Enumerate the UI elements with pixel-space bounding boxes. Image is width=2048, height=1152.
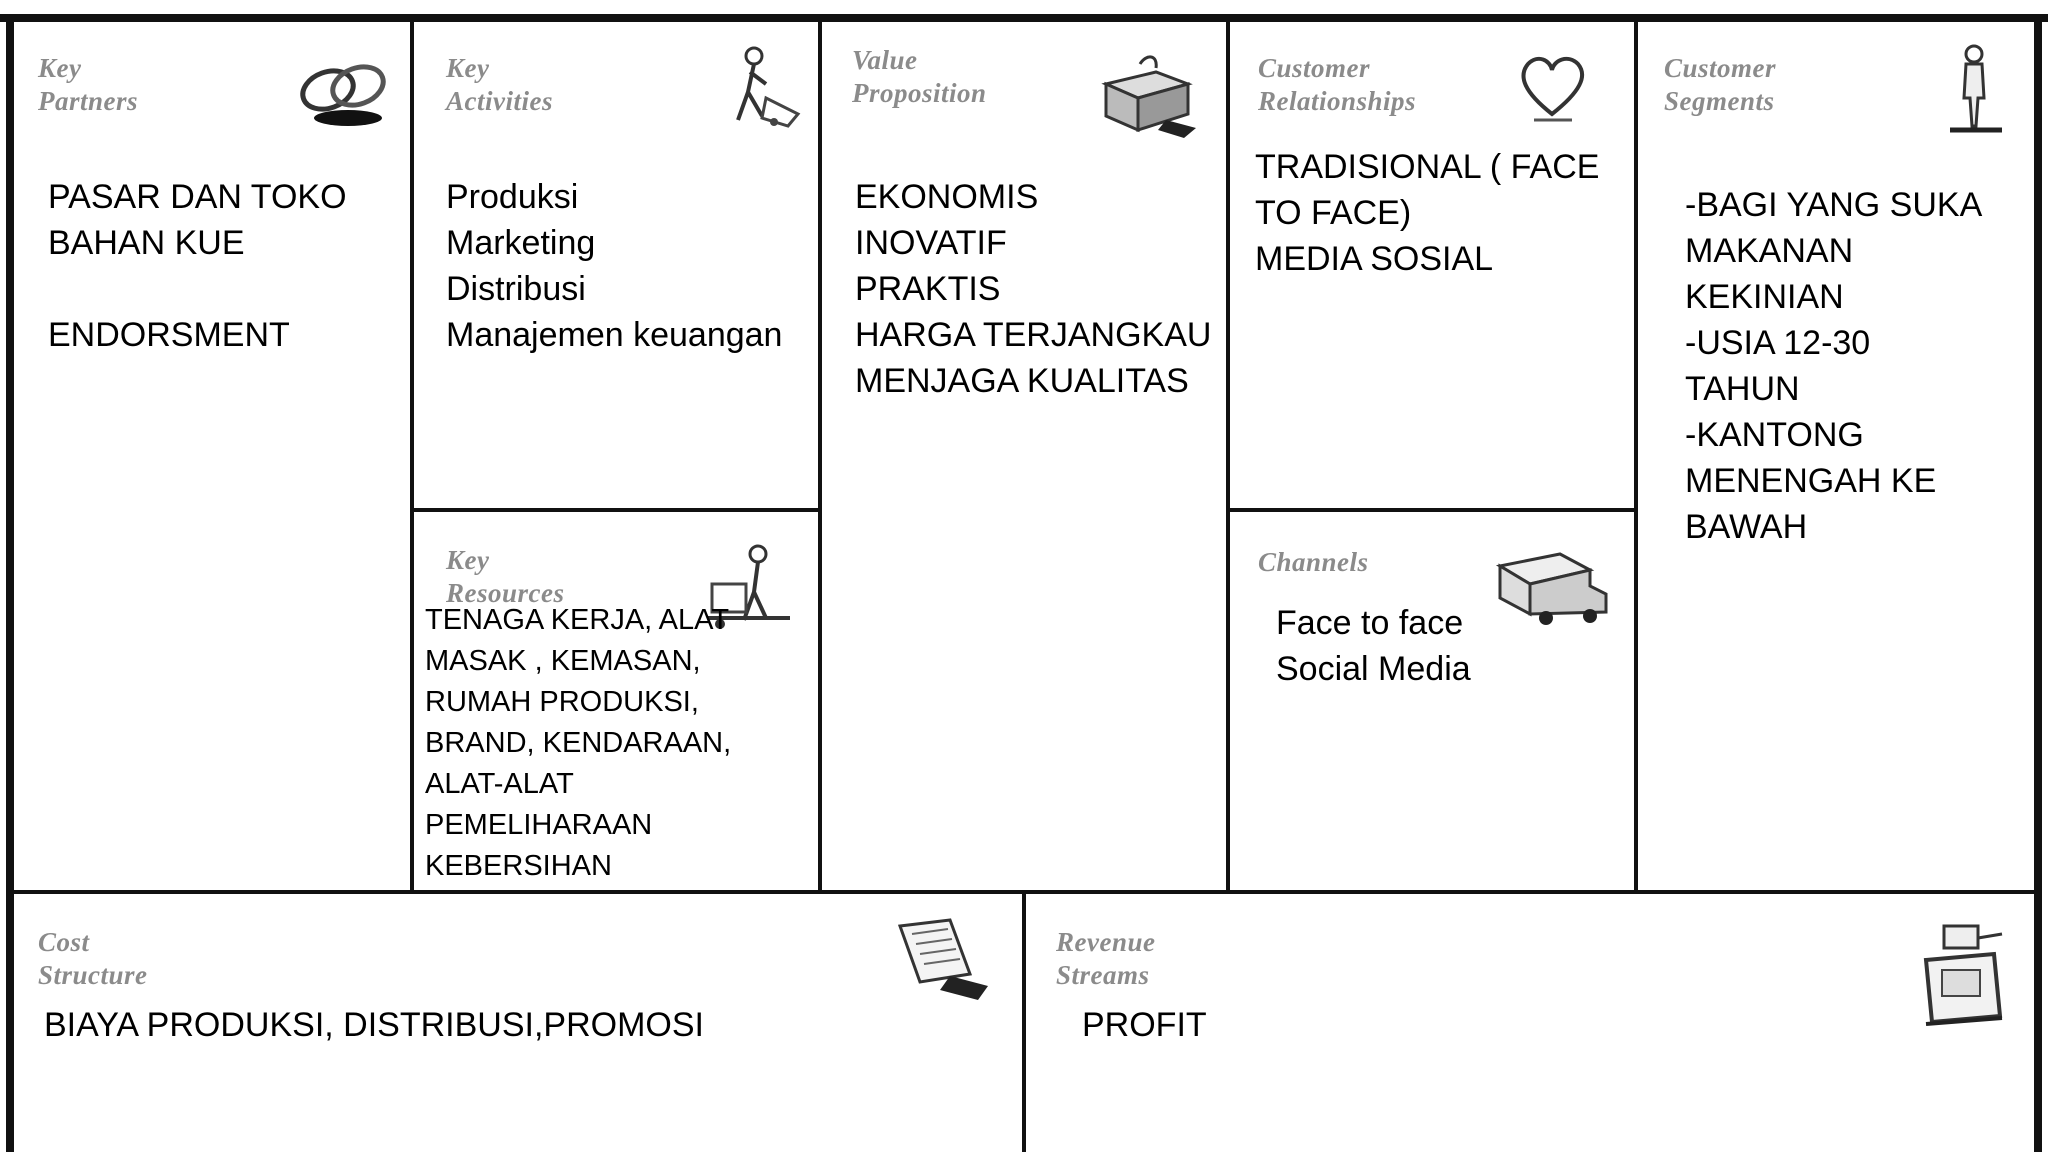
- key-resources-line: KEBERSIHAN: [425, 850, 612, 882]
- customer-relationships-line: MEDIA SOSIAL: [1255, 240, 1494, 278]
- canvas-top-border: [0, 14, 2048, 22]
- customer-segments-line: -BAGI YANG SUKA: [1685, 186, 1983, 224]
- channels-title: Channels: [1258, 547, 1369, 577]
- key-activities-content: [446, 174, 782, 358]
- customer-segments-line: BAWAH: [1685, 508, 1808, 546]
- key-resources-line: PEMELIHARAAN: [425, 809, 653, 841]
- key-partners-line: ENDORSMENT: [48, 316, 290, 354]
- customer-segments-line: -USIA 12-30: [1685, 324, 1871, 362]
- canvas-left-border: [6, 14, 14, 1152]
- value-proposition-title: Value Proposition: [852, 45, 987, 108]
- cash-register-icon: [1914, 920, 2010, 1032]
- customer-relationships-content: [1255, 144, 1599, 282]
- revenue-streams-content: [1082, 1002, 1207, 1048]
- customer-segments-line: MENENGAH KE: [1685, 462, 1937, 500]
- value-proposition-line: MENJAGA KUALITAS: [855, 362, 1189, 400]
- key-resources-title: Key Resources: [446, 545, 565, 608]
- delivery-truck-icon: [1494, 546, 1610, 634]
- person-icon: [1940, 42, 2010, 136]
- value-proposition-line: PRAKTIS: [855, 270, 1001, 308]
- customer-relationships-title: Customer Relationships: [1258, 53, 1417, 116]
- revenue-streams-line: PROFIT: [1082, 1006, 1207, 1044]
- key-activities-title: Key Activities: [446, 53, 553, 116]
- key-activities-line: Marketing: [446, 224, 596, 262]
- customer-segments-line: MAKANAN: [1685, 232, 1854, 270]
- cost-structure-content: [44, 1002, 704, 1048]
- value-proposition-line: HARGA TERJANGKAU: [855, 316, 1212, 354]
- divider-relationships-channels: [1228, 508, 1636, 512]
- key-partners-content: [48, 174, 347, 358]
- value-proposition-content: [855, 174, 1211, 404]
- receipt-icon: [880, 916, 992, 1004]
- revenue-streams-title: Revenue Streams: [1056, 927, 1156, 990]
- cost-structure-title: Cost Structure: [38, 927, 148, 990]
- channels-content: [1276, 600, 1471, 692]
- key-partners-title: Key Partners: [38, 53, 139, 116]
- divider-partners-activities: [410, 18, 414, 894]
- key-partners-line: PASAR DAN TOKO: [48, 178, 347, 216]
- channels-line: Social Media: [1276, 650, 1471, 688]
- key-resources-line: RUMAH PRODUKSI,: [425, 686, 699, 718]
- channels-line: Face to face: [1276, 604, 1464, 642]
- customer-relationships-line: TO FACE): [1255, 194, 1412, 232]
- chain-link-icon: [288, 50, 396, 130]
- customer-segments-content: [1685, 182, 1982, 550]
- key-activities-line: Distribusi: [446, 270, 586, 308]
- value-proposition-line: INOVATIF: [855, 224, 1007, 262]
- cost-structure-line: BIAYA PRODUKSI, DISTRIBUSI,PROMOSI: [44, 1006, 704, 1044]
- key-activities-line: Manajemen keuangan: [446, 316, 783, 354]
- divider-activities-value: [818, 18, 822, 894]
- divider-relationships-segments: [1634, 18, 1638, 894]
- key-resources-line: MASAK , KEMASAN,: [425, 645, 701, 677]
- divider-activities-resources: [412, 508, 820, 512]
- value-proposition-line: EKONOMIS: [855, 178, 1039, 216]
- customer-segments-line: -KANTONG: [1685, 416, 1864, 454]
- key-activities-line: Produksi: [446, 178, 579, 216]
- customer-segments-title: Customer Segments: [1664, 53, 1777, 116]
- divider-value-relationships: [1226, 18, 1230, 894]
- key-partners-line: [48, 266, 347, 312]
- heart-icon: [1514, 52, 1590, 126]
- key-resources-content: [425, 600, 731, 887]
- divider-cost-revenue: [1022, 892, 1026, 1152]
- customer-segments-line: KEKINIAN: [1685, 278, 1844, 316]
- key-partners-line: BAHAN KUE: [48, 224, 245, 262]
- customer-relationships-line: TRADISIONAL ( FACE: [1255, 148, 1600, 186]
- gift-package-icon: [1096, 54, 1200, 140]
- canvas-right-border: [2034, 14, 2042, 1152]
- customer-segments-line: TAHUN: [1685, 370, 1800, 408]
- key-resources-line: BRAND, KENDARAAN,: [425, 727, 732, 759]
- key-resources-line: ALAT-ALAT: [425, 768, 574, 800]
- key-resources-line: TENAGA KERJA, ALAT: [425, 604, 730, 636]
- worker-icon: [718, 44, 802, 130]
